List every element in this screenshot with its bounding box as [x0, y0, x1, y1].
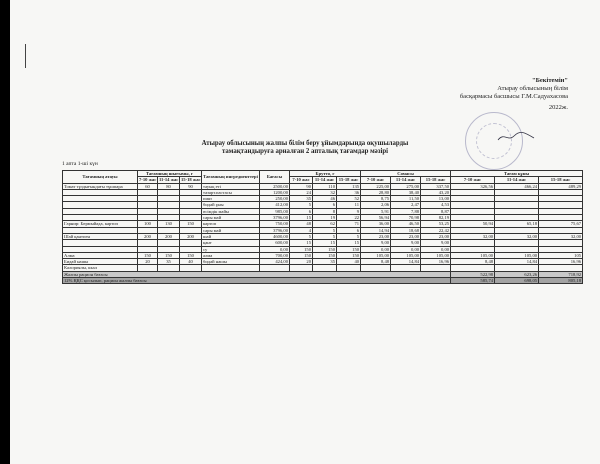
- table-cell: 52: [337, 196, 361, 202]
- table-cell: бидай ұны: [202, 202, 260, 208]
- table-cell: Бидай нашы: [63, 259, 138, 265]
- table-cell: 35: [290, 196, 313, 202]
- age-header: 7-10 жас: [361, 177, 391, 183]
- table-cell: 62: [313, 221, 337, 227]
- table-cell: 46,50: [391, 221, 421, 227]
- age-header: 11-14 жас: [159, 177, 179, 183]
- table-cell: 150: [337, 252, 361, 258]
- table-cell: қант: [202, 240, 260, 246]
- col-ingredients: Тағамның ингредиенттері: [202, 171, 260, 184]
- table-cell: 0,00: [361, 246, 391, 252]
- age-header: 11-14 жас: [313, 177, 337, 183]
- table-cell: Калориялы, ккал: [63, 265, 138, 271]
- age-header: 11-14 жас: [391, 177, 421, 183]
- table-cell: 23,00: [421, 233, 451, 239]
- table-cell: пияз: [202, 196, 260, 202]
- table-cell: 150: [180, 221, 202, 227]
- table-cell: сары май: [202, 215, 260, 221]
- table-cell: 15: [290, 240, 313, 246]
- table-cell: 750,00: [260, 221, 290, 227]
- table-cell: 14,94: [361, 227, 391, 233]
- table-cell: 8: [313, 208, 337, 214]
- table-cell: 70,98: [391, 215, 421, 221]
- approval-head: басқармасы басшысы Г.М.Садуахасова: [459, 93, 568, 100]
- margin-mark: [25, 44, 26, 68]
- table-cell: 19: [313, 215, 337, 221]
- age-header: 7-10 жас: [451, 177, 495, 183]
- table-cell: 5,91: [361, 208, 391, 214]
- table-cell: 5: [313, 233, 337, 239]
- col-yield: Тағамның шығымы, г: [138, 171, 202, 177]
- age-header: 15-18 жас: [337, 177, 361, 183]
- table-cell: 200: [158, 233, 180, 239]
- table-cell: 22,42: [421, 227, 451, 233]
- menu-table: [62, 170, 583, 284]
- age-header: 15-18 жас: [421, 177, 451, 183]
- table-cell: 23,00: [361, 233, 391, 239]
- table-cell: 43,20: [421, 189, 451, 195]
- table-cell: 4600,00: [260, 233, 290, 239]
- vat-value: 698,05: [495, 278, 539, 284]
- table-cell: 56,94: [361, 215, 391, 221]
- table-cell: 5: [290, 202, 313, 208]
- table-cell: 150: [290, 246, 313, 252]
- table-cell: 50,94: [451, 221, 495, 227]
- table-cell: 105,00: [495, 252, 539, 258]
- table-cell: 4,53: [421, 202, 451, 208]
- table-cell: 32,00: [495, 233, 539, 239]
- table-cell: картоп: [202, 221, 260, 227]
- table-cell: 15: [313, 240, 337, 246]
- table-cell: 53,25: [421, 221, 451, 227]
- table-cell: 489,29: [539, 183, 583, 189]
- total-value: 623,26: [495, 271, 539, 277]
- table-cell: 275,00: [391, 183, 421, 189]
- table-cell: 6: [290, 208, 313, 214]
- table-cell: 13,00: [421, 196, 451, 202]
- table-cell: 0,00: [260, 246, 290, 252]
- table-cell: 15: [290, 215, 313, 221]
- table-cell: 105,00: [391, 252, 421, 258]
- table-cell: 105: [539, 252, 583, 258]
- table-cell: 150: [290, 252, 313, 258]
- table-cell: 130: [158, 221, 180, 227]
- table-cell: 100: [138, 221, 158, 227]
- table-cell: 700,00: [260, 252, 290, 258]
- table-cell: 23,00: [391, 233, 421, 239]
- week-label: 1 апта 1-ші күн: [62, 161, 98, 167]
- table-cell: 9: [337, 208, 361, 214]
- table-cell: 65,18: [495, 221, 539, 227]
- table-cell: 14,84: [391, 259, 421, 265]
- table-cell: 2,47: [391, 202, 421, 208]
- table-cell: 75,67: [539, 221, 583, 227]
- table-cell: 28,80: [361, 189, 391, 195]
- table-cell: 16,96: [421, 259, 451, 265]
- approval-heading: "Бекітемін": [531, 77, 568, 84]
- table-cell: 105,00: [451, 252, 495, 258]
- table-cell: 3796,00: [260, 227, 290, 233]
- table-cell: 46: [313, 196, 337, 202]
- table-cell: 16,96: [539, 259, 583, 265]
- table-cell: 8,48: [361, 259, 391, 265]
- table-cell: 424,00: [260, 259, 290, 265]
- table-cell: 412,00: [260, 202, 290, 208]
- table-cell: 5: [290, 233, 313, 239]
- table-cell: 200: [180, 233, 202, 239]
- table-cell: 82,19: [421, 215, 451, 221]
- table-cell: Алма: [63, 252, 138, 258]
- table-cell: 40: [337, 259, 361, 265]
- total-label: Жалпы рацион бағасы: [63, 271, 451, 277]
- table-cell: 105,00: [361, 252, 391, 258]
- table-cell: 150: [337, 246, 361, 252]
- table-cell: тауық еті: [202, 183, 260, 189]
- table-cell: 150: [180, 252, 202, 258]
- age-header: 7-10 жас: [290, 177, 313, 183]
- approval-date: 2022ж.: [548, 104, 568, 111]
- table-cell: 466,24: [495, 183, 539, 189]
- col-dish: Тағамның атауы: [63, 171, 138, 184]
- table-cell: 60: [138, 183, 158, 189]
- table-cell: 15: [337, 240, 361, 246]
- table-cell: 90: [180, 183, 202, 189]
- table-cell: 5: [313, 227, 337, 233]
- col-gross: Брутто, г: [290, 171, 361, 177]
- table-cell: 90: [290, 183, 313, 189]
- table-cell: Гарнир: Бөрмыйада, картоп: [63, 221, 138, 227]
- col-price: Бағасы: [260, 171, 290, 184]
- table-cell: 4: [290, 227, 313, 233]
- table-cell: 250,00: [260, 196, 290, 202]
- table-cell: 110: [313, 183, 337, 189]
- total-value: 522,98: [451, 271, 495, 277]
- age-header: 11-14 жас: [495, 177, 539, 183]
- table-cell: сары май: [202, 227, 260, 233]
- table-cell: су: [202, 246, 260, 252]
- table-cell: 20: [290, 259, 313, 265]
- table-cell: 150: [313, 246, 337, 252]
- table-cell: 8,48: [451, 259, 495, 265]
- table-cell: 2,06: [361, 202, 391, 208]
- table-cell: 35: [158, 259, 180, 265]
- vat-value: 805,18: [539, 278, 583, 284]
- table-cell: 36,00: [361, 221, 391, 227]
- table-cell: Шай қантпен: [63, 233, 138, 239]
- vat-value: 585,74: [451, 278, 495, 284]
- table-cell: 150: [138, 252, 158, 258]
- table-cell: 3796,00: [260, 215, 290, 221]
- table-cell: 8,87: [421, 208, 451, 214]
- menu-title-line1: Атырау облысының жалпы білім беру ұйымдарында оқушыларды: [201, 140, 409, 147]
- table-cell: 985,00: [260, 208, 290, 214]
- table-cell: 35: [313, 259, 337, 265]
- col-cost: Сомасы: [361, 171, 451, 177]
- table-cell: 24: [290, 189, 313, 195]
- table-cell: 326,56: [451, 183, 495, 189]
- table-cell: 5: [337, 233, 361, 239]
- table-cell: 337,50: [421, 183, 451, 189]
- menu-table-body: [63, 183, 583, 271]
- table-cell: 200: [138, 233, 158, 239]
- table-cell: 18,68: [391, 227, 421, 233]
- table-cell: 2500,00: [260, 183, 290, 189]
- table-cell: 225,00: [361, 183, 391, 189]
- table-cell: бидай нашы: [202, 259, 260, 265]
- vat-row: [63, 278, 583, 284]
- table-cell: 22: [337, 215, 361, 221]
- table-cell: 32: [313, 189, 337, 195]
- signature: [496, 130, 536, 144]
- table-cell: 1200,00: [260, 189, 290, 195]
- table-cell: 9,00: [361, 240, 391, 246]
- age-header: 15-18 жас: [181, 177, 201, 183]
- table-cell: 32,00: [539, 233, 583, 239]
- table-cell: тазарт.пастасы: [202, 189, 260, 195]
- table-cell: 32,00: [451, 233, 495, 239]
- table-cell: 36: [337, 189, 361, 195]
- vat-label: 12% ҚҚС қосылып, рацион жалпы бағасы: [63, 278, 451, 284]
- total-value: 718,92: [539, 271, 583, 277]
- table-cell: 7,88: [391, 208, 421, 214]
- table-cell: 6: [313, 202, 337, 208]
- table-cell: 48: [290, 221, 313, 227]
- table-cell: Томат тұздығындағы тұшпара: [63, 183, 138, 189]
- table-cell: алма: [202, 252, 260, 258]
- table-cell: 8,75: [361, 196, 391, 202]
- table-cell: өсімдік майы: [202, 208, 260, 214]
- table-cell: 6: [337, 227, 361, 233]
- table-cell: 9,00: [421, 240, 451, 246]
- age-header: 15-18 жас: [539, 177, 583, 183]
- table-cell: 0,00: [391, 246, 421, 252]
- table-cell: 9,00: [391, 240, 421, 246]
- table-cell: 38,40: [391, 189, 421, 195]
- approval-org: Атырау облысының білім: [497, 85, 568, 92]
- table-cell: 105,00: [421, 252, 451, 258]
- table-cell: 40: [180, 259, 202, 265]
- table-cell: 135: [337, 183, 361, 189]
- table-cell: 150: [313, 252, 337, 258]
- table-cell: 14,84: [495, 259, 539, 265]
- table-cell: 150: [158, 252, 180, 258]
- table-cell: 20: [138, 259, 158, 265]
- table-cell: 11,50: [391, 196, 421, 202]
- age-header: 7-10 жас: [139, 177, 157, 183]
- menu-title-line2: тамақтандыруға арналған 2 апталық тағамдар мәзірі: [221, 148, 389, 155]
- document-page: [10, 0, 600, 464]
- table-cell: шай: [202, 233, 260, 239]
- table-cell: 0,00: [421, 246, 451, 252]
- table-cell: 71: [337, 221, 361, 227]
- table-cell: 80: [158, 183, 180, 189]
- menu-title: [130, 140, 480, 156]
- table-cell: 11: [337, 202, 361, 208]
- col-dish-price: Тағам құны: [451, 171, 583, 177]
- table-cell: 600,00: [260, 240, 290, 246]
